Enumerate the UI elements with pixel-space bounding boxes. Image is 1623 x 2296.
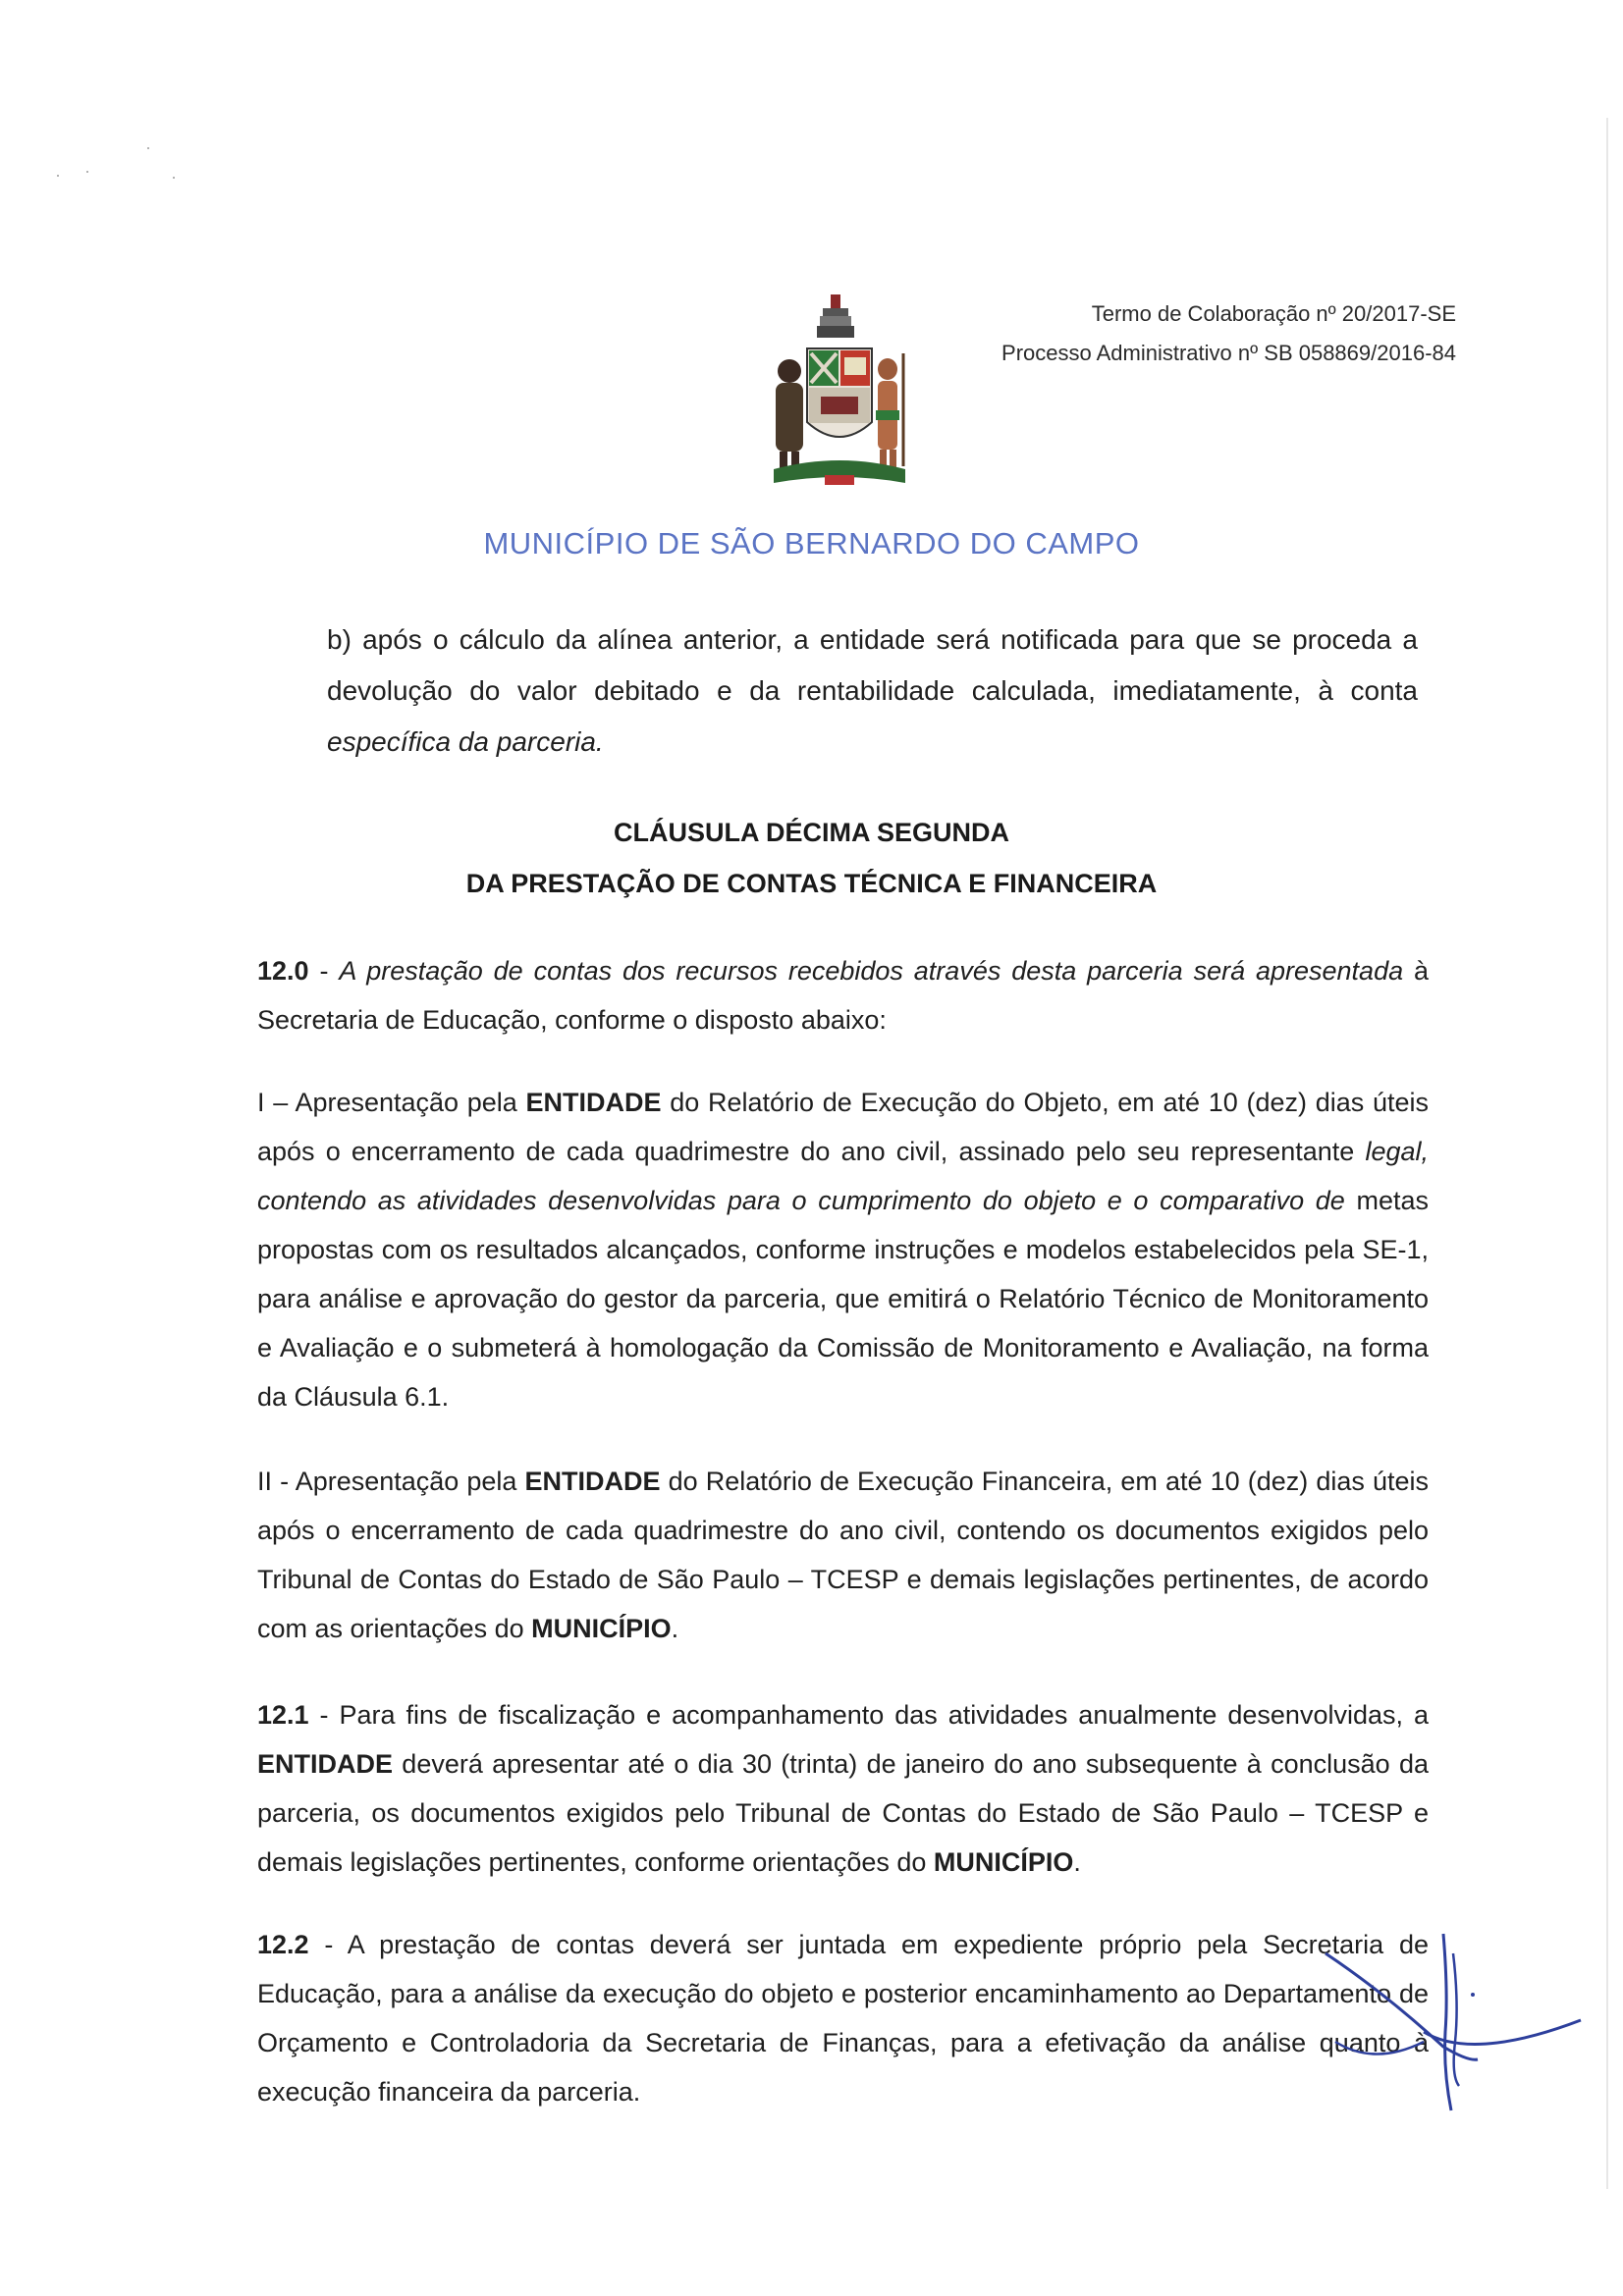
text-run: II - Apresentação pela: [257, 1467, 525, 1496]
text-run-italic: legal, contendo as atividades desenvolvidas para o cumprimento do objeto e o comparativo de: [257, 1137, 1429, 1215]
clause-title: CLÁUSULA DÉCIMA SEGUNDA: [614, 818, 1009, 847]
text-run: .: [671, 1614, 679, 1643]
text-run: - Para fins de fiscalização e acompanhamento das atividades anualmente desenvolvidas, a: [308, 1700, 1429, 1730]
scan-edge: [1606, 118, 1608, 2189]
scan-specks: [49, 147, 196, 187]
text-run-italic: A prestação de contas dos recursos recebidos através desta parceria será apresentada: [339, 956, 1404, 986]
paragraph-12-0: [257, 946, 1429, 1044]
entity-label: ENTIDADE: [525, 1088, 662, 1117]
text-run: do Relatório de Execução do Objeto, em até 10 (dez) dias úteis após o encerramento de cada quadrimestre do ano civil, assinado pelo seu representante: [257, 1088, 1429, 1166]
item-I: [257, 1078, 1429, 1421]
text-run: - A prestação de contas deverá ser juntada em expediente próprio pela Secretaria de Educação, para a análise da execução do objeto e posterior encaminhamento ao Departamento de Orçamento e Controladoria da Secretaria de Finanças, para a efetivação da análise quanto à execução financeira da parceria.: [257, 1930, 1429, 2107]
municipality-title: MUNICÍPIO DE SÃO BERNARDO DO CAMPO: [483, 526, 1140, 561]
processo-administrativo: Processo Administrativo nº SB 058869/2016-84: [1001, 341, 1456, 365]
termo-colaboracao: Termo de Colaboração nº 20/2017-SE: [1091, 301, 1456, 326]
entity-label: ENTIDADE: [524, 1467, 661, 1496]
item-II: [257, 1457, 1429, 1653]
paragraph-12-1: [257, 1690, 1429, 1887]
clause-number: 12.0: [257, 956, 309, 986]
paragraph-b-italic: específica da parceria.: [327, 726, 604, 757]
clause-number: 12.2: [257, 1930, 309, 1959]
text-run: deverá apresentar até o dia 30 (trinta) de janeiro do ano subsequente à conclusão da parceria, os documentos exigidos pelo Tribunal de Contas do Estado de São Paulo – TCESP e demais legislações pertinentes, conforme orientações do: [257, 1749, 1429, 1877]
text-run: -: [308, 956, 340, 986]
coat-of-arms-icon: [766, 294, 913, 491]
signature-rubric: [1276, 1914, 1591, 2120]
municipio-label: MUNICÍPIO: [933, 1847, 1074, 1877]
document-references: [1001, 294, 1456, 373]
paragraph-b-text: b) após o cálculo da alínea anterior, a entidade será notificada para que se proceda a devolução do valor debitado e da rentabilidade calculada, imediatamente, à conta: [327, 624, 1418, 706]
clause-number: 12.1: [257, 1700, 309, 1730]
clause-subtitle: DA PRESTAÇÃO DE CONTAS TÉCNICA E FINANCEIRA: [465, 869, 1158, 898]
paragraph-b: [327, 614, 1418, 768]
entity-label: ENTIDADE: [257, 1749, 394, 1779]
paragraph-12-2: [257, 1920, 1429, 2116]
text-run: .: [1073, 1847, 1081, 1877]
text-run: do Relatório de Execução Financeira, em até 10 (dez) dias úteis após o encerramento de cada quadrimestre do ano civil, contendo os documentos exigidos pelo Tribunal de Contas do Estado de São Paulo – TCESP e demais legislações pertinentes, de acordo com as orientações do: [257, 1467, 1430, 1643]
municipio-label: MUNICÍPIO: [531, 1614, 672, 1643]
text-run: à Secretaria de Educação, conforme o disposto abaixo:: [257, 956, 1430, 1035]
text-run: metas propostas com os resultados alcançados, conforme instruções e modelos estabelecidos pela SE-1, para análise e aprovação do gestor da parceria, que emitirá o Relatório Técnico de Monitoramento e Avaliação e o submeterá à homologação da Comissão de Monitoramento e Avaliação, na forma da Cláusula 6.1.: [257, 1186, 1429, 1412]
text-run: I – Apresentação pela: [257, 1088, 526, 1117]
